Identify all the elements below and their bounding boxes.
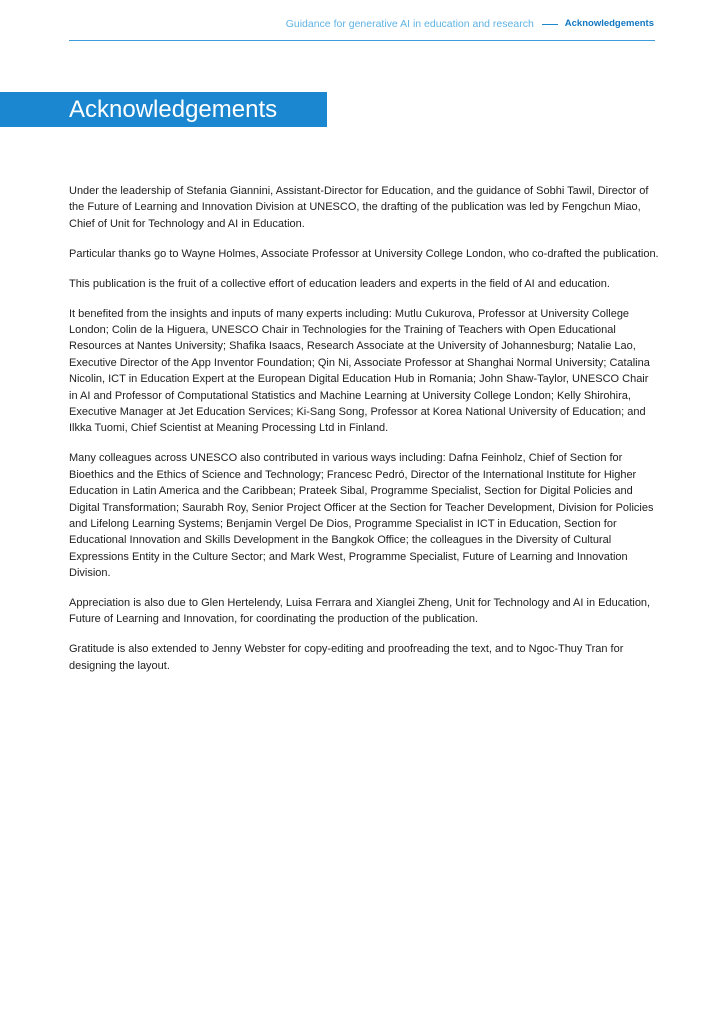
paragraph-leadership: Under the leadership of Stefania Giannini, Assistant-Director for Education, and the guidance of Sobhi Tawil, Director of the Future of Learning and Innovation Division at UNESCO, the drafting of the publication was led by Fengchun Miao, Chief of Unit for Technology and AI in Education.	[69, 185, 649, 230]
header-divider	[69, 40, 655, 41]
running-header	[286, 17, 654, 31]
running-header-title: Guidance for generative AI in education and research	[285, 18, 534, 30]
running-header-section: Acknowledgements	[564, 18, 654, 29]
running-header-dash	[542, 24, 558, 25]
paragraph-unesco-colleagues: Many colleagues across UNESCO also contributed in various ways including: Dafna Feinholz, Chief of Section for Bioethics and the Ethics of Science and Technology; Francesc Pedró, Director of the International Institute for Higher Education in Latin America and the Caribbean; Prateek Sibal, Programme Specialist, Section for Digital Policies and Digital Transformation; Saurabh Roy, Senior Project Officer at the Section for Teacher Development, Division for Policies and Lifelong Learning Systems; Benjamin Vergel De Dios, Programme Specialist in ICT in Education, Section for Educational Innovation and Skills Development in the Bangkok Office; the colleagues in the Diversity of Cultural Expressions Entity in the Culture Sector; and Mark West, Programme Specialist, Future of Learning and Innovation Division.	[69, 452, 654, 580]
paragraph-editing-layout: Gratitude is also extended to Jenny Webster for copy-editing and proofreading the text, and to Ngoc-Thuy Tran for designing the layout.	[69, 643, 624, 672]
paragraph-collective-effort: This publication is the fruit of a collective effort of education leaders and experts in the field of AI and education.	[69, 277, 610, 290]
paragraph-external-experts: It benefited from the insights and inputs of many experts including: Mutlu Cukurova, Professor at University College London; Colin de la Higuera, UNESCO Chair in Technologies for the Training of Teachers with Open Educational Resources at Nantes University; Shafika Isaacs, Research Associate at the University of Johannesburg; Natalie Lao, Executive Director of the App Inventor Foundation; Qin Ni, Associate Professor at Shanghai Normal University; Catalina Nicolin, ICT in Education Expert at the European Digital Education Hub in Romania; John Shaw-Taylor, UNESCO Chair in AI and Professor of Computational Statistics and Machine Learning at University College London; Kelly Shirohira, Executive Manager at Jet Education Services; Ki-Sang Song, Professor at Korea National University of Education; and Ilkka Tuomi, Chief Scientist at Meaning Processing Ltd in Finland.	[69, 307, 650, 435]
title-banner	[0, 92, 327, 127]
page-title: Acknowledgements	[69, 96, 278, 123]
paragraph-co-drafter: Particular thanks go to Wayne Holmes, Associate Professor at University College London, who co-drafted the publication.	[69, 247, 659, 260]
paragraph-coordination: Appreciation is also due to Glen Hertelendy, Luisa Ferrara and Xianglei Zheng, Unit for Technology and AI in Education, Future of Learning and Innovation, for coordinating the production of the publication.	[69, 597, 651, 626]
acknowledgements-body	[69, 183, 659, 688]
